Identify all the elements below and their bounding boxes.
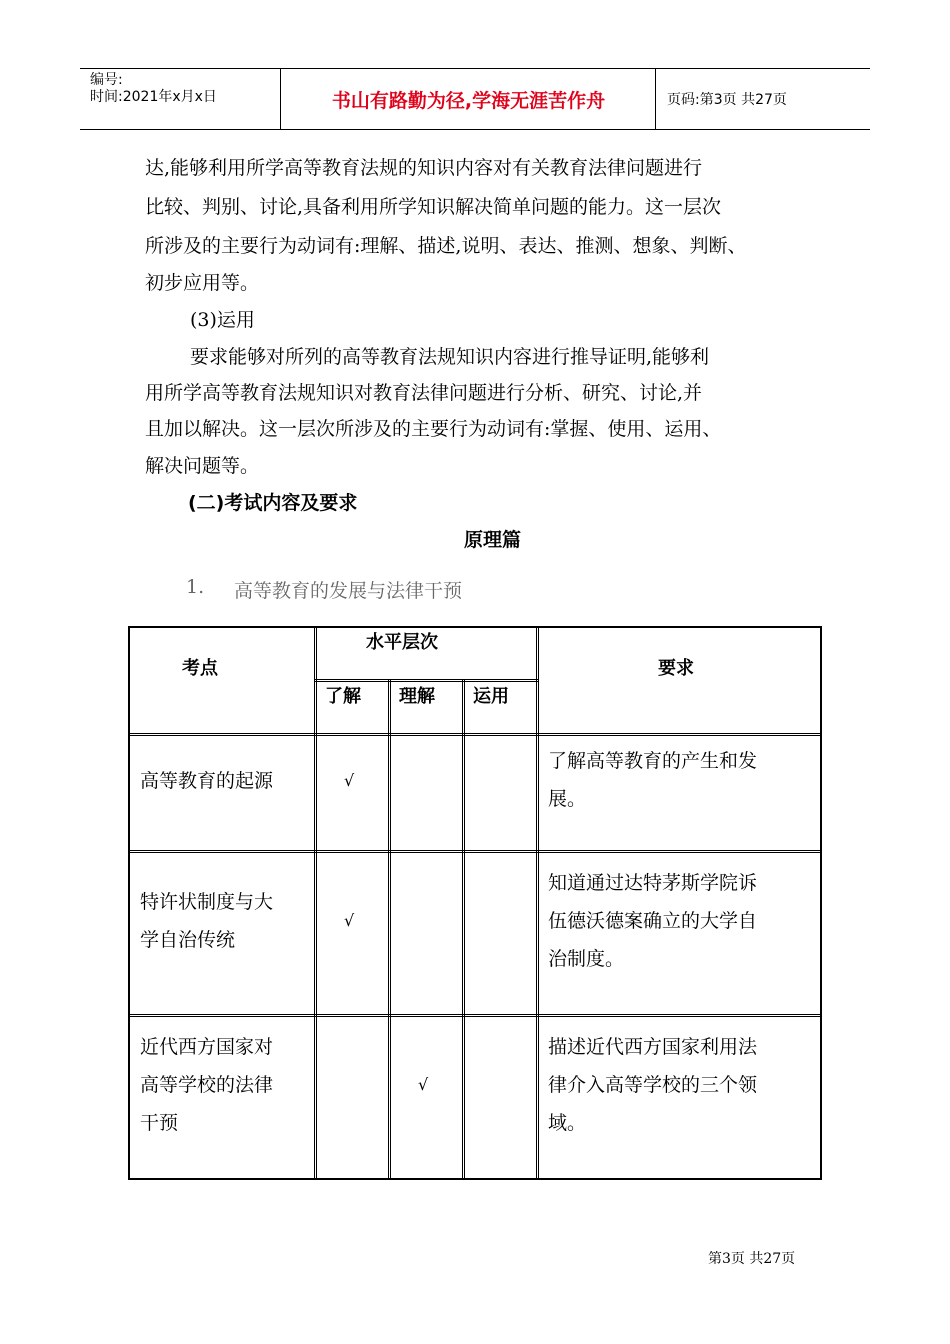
table-divider xyxy=(130,1014,820,1017)
row-topic: 干预 xyxy=(140,1112,179,1134)
header-motto: 书山有路勤为径,学海无涯苦作舟 xyxy=(331,89,606,112)
body-line: 达,能够利用所学高等教育法规的知识内容对有关教育法律问题进行 xyxy=(145,157,703,179)
section-heading: (二)考试内容及要求 xyxy=(188,492,358,514)
header-comprehend: 理解 xyxy=(399,686,435,707)
row-requirement: 律介入高等学校的三个领 xyxy=(548,1074,758,1096)
row-topic: 近代西方国家对 xyxy=(140,1036,274,1058)
row-topic: 学自治传统 xyxy=(140,929,236,951)
time-label: 时间:2021年x月x日 xyxy=(90,89,217,105)
exam-requirements-table xyxy=(128,626,822,1180)
header-meta xyxy=(80,69,280,129)
body-line: 初步应用等。 xyxy=(145,272,260,294)
row-requirement: 展。 xyxy=(548,788,587,810)
list-item-number: 1. xyxy=(186,576,205,598)
header-divider xyxy=(655,69,656,129)
body-line: 且加以解决。这一层次所涉及的主要行为动词有:掌握、使用、运用、 xyxy=(145,418,722,440)
body-line: 比较、判别、讨论,具备利用所学知识解决简单问题的能力。这一层次 xyxy=(145,196,722,218)
check-mark: √ xyxy=(344,911,355,930)
body-line: 所涉及的主要行为动词有:理解、描述,说明、表达、推测、想象、判断、 xyxy=(145,235,747,257)
row-requirement: 知道通过达特茅斯学院诉 xyxy=(548,872,758,894)
header-page-info: 页码:第3页 共27页 xyxy=(667,92,787,108)
table-divider xyxy=(130,850,820,853)
header-topic: 考点 xyxy=(182,658,218,679)
row-requirement: 治制度。 xyxy=(548,948,625,970)
part-title: 原理篇 xyxy=(464,529,522,551)
number-label: 编号: xyxy=(90,72,123,88)
row-requirement: 域。 xyxy=(548,1112,587,1134)
table-divider xyxy=(130,733,820,736)
row-requirement: 描述近代西方国家利用法 xyxy=(548,1036,758,1058)
check-mark: √ xyxy=(344,771,355,790)
body-line: 解决问题等。 xyxy=(145,455,260,477)
subsection-title: (3)运用 xyxy=(190,309,255,331)
row-requirement: 了解高等教育的产生和发 xyxy=(548,750,758,772)
row-requirement: 伍德沃德案确立的大学自 xyxy=(548,910,758,932)
check-mark: √ xyxy=(418,1075,429,1094)
header-divider xyxy=(280,69,281,129)
row-topic: 高等教育的起源 xyxy=(140,770,274,792)
body-line: 要求能够对所列的高等教育法规知识内容进行推导证明,能够利 xyxy=(190,346,710,368)
header-apply: 运用 xyxy=(473,686,509,707)
table-divider xyxy=(462,679,465,1178)
table-divider xyxy=(388,679,391,1178)
row-topic: 高等学校的法律 xyxy=(140,1074,274,1096)
header-understand: 了解 xyxy=(325,686,361,707)
body-line: 用所学高等教育法规知识对教育法律问题进行分析、研究、讨论,并 xyxy=(145,382,703,404)
table-divider xyxy=(536,628,539,1178)
page-footer: 第3页 共27页 xyxy=(708,1251,796,1267)
table-divider xyxy=(314,628,317,1178)
list-item-text: 高等教育的发展与法律干预 xyxy=(234,580,463,602)
page-header xyxy=(80,68,870,130)
header-level: 水平层次 xyxy=(366,632,438,653)
row-topic: 特许状制度与大 xyxy=(140,891,274,913)
header-requirement: 要求 xyxy=(658,658,694,679)
